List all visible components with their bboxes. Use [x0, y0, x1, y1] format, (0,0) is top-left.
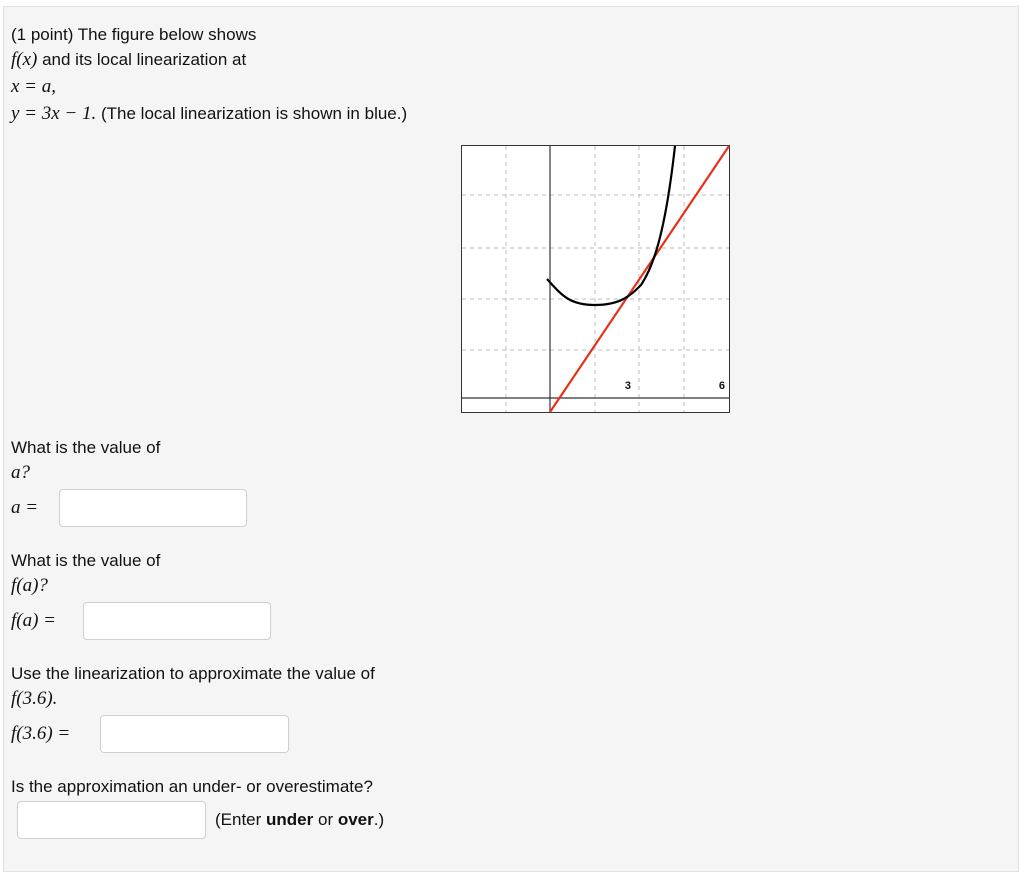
q1-label-text: a = [11, 497, 39, 518]
tick-label-6: 6 [718, 380, 725, 392]
answer-f36-input[interactable] [100, 715, 289, 753]
q4-prompt: Is the approximation an under- or overestimate? [11, 777, 373, 796]
intro-x-equals-a: x = a, [11, 76, 57, 97]
q4-hint-under: under [266, 810, 314, 829]
q3-label [11, 723, 70, 745]
q4-hint-over: over [337, 810, 374, 829]
intro-line-4-text: (The local linearization is shown in blue.) [96, 104, 408, 123]
intro-line-2-text: and its local linearization at [37, 50, 247, 69]
q2-math [11, 575, 48, 597]
q3-math [11, 688, 57, 710]
q4-hint-pre: (Enter [215, 810, 267, 829]
intro-linearization-eq: y = 3x − 1. [11, 103, 97, 124]
answer-under-over-input[interactable] [17, 801, 206, 839]
answer-a-input[interactable] [59, 489, 247, 527]
intro-line-4 [11, 103, 407, 125]
q2-prompt: What is the value of [11, 551, 161, 570]
q4-hint-mid: or [313, 810, 338, 829]
intro-fx: f(x) [11, 49, 38, 70]
q1-label [11, 497, 38, 519]
q2-math-text: f(a)? [11, 575, 48, 596]
q4-hint-post: .) [373, 810, 385, 829]
q3-math-text: f(3.6). [11, 688, 58, 709]
q4-hint [215, 809, 384, 831]
q3-prompt: Use the linearization to approximate the value of [11, 664, 375, 683]
function-graph [461, 145, 731, 414]
intro-line-2 [11, 49, 246, 71]
intro-line-3 [11, 76, 56, 98]
tick-label-3: 3 [624, 380, 631, 392]
q1-math-text: a? [11, 462, 30, 483]
q2-label-text: f(a) = [11, 610, 57, 631]
q1-prompt: What is the value of [11, 438, 161, 457]
answer-fa-input[interactable] [83, 602, 271, 640]
q2-label [11, 610, 56, 632]
intro-line-1: (1 point) The figure below shows [11, 25, 257, 44]
q3-label-text: f(3.6) = [11, 723, 71, 744]
q1-math [11, 462, 30, 484]
